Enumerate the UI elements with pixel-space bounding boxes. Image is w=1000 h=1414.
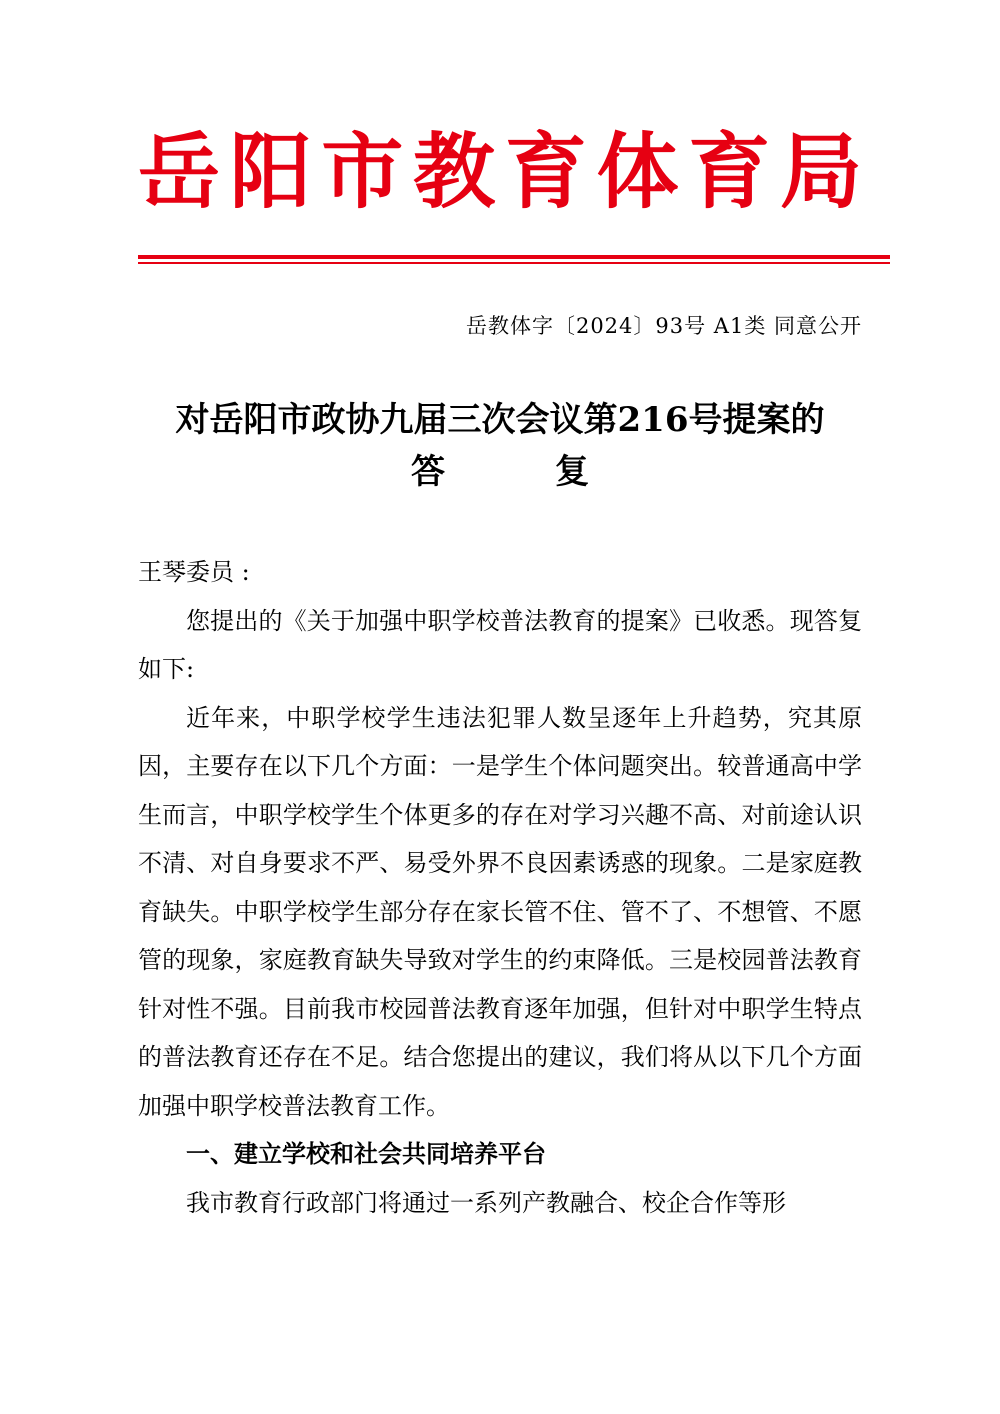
body-paragraph: 您提出的《关于加强中职学校普法教育的提案》已收悉。现答复如下: [138,606,862,683]
salutation: 王琴委员 : [138,558,250,586]
red-divider-thin [138,262,890,264]
document-title-line2: 答复 [411,452,699,492]
body-paragraph: 我市教育行政部门将通过一系列产教融合、校企合作等形 [186,1188,786,1217]
document-title-line1: 对岳阳市政协九届三次会议第216号提案的 [175,400,825,440]
body-paragraph: 近年来，中职学校学生违法犯罪人数呈逐年上升趋势，究其原因，主要存在以下几个方面：一是学生个体问题突出。较普通高中学生而言，中职学校学生个体更多的存在对学习兴趣不高、对前途认识不清、对自身要求不严、易受外界不良因素诱惑的现象。二是家庭教育缺失。中职学校学生部分存在家长管不住、管不了、不想管、不愿管的现象，家庭教育缺失导致对学生的约束降低。三是校园普法教育针对性不强。目前我市校园普法教育逐年加强，但针对中职学生特点的普法教育还存在不足。结合您提出的建议，我们将从以下几个方面加强中职学校普法教育工作。 [138,703,862,1120]
red-divider-thick [138,255,890,259]
issuer-masthead: 岳阳市教育体育局 [138,125,862,220]
section-heading: 一、建立学校和社会共同培养平台 [186,1140,546,1168]
document-number: 岳教体字〔2024〕93号 A1类 同意公开 [465,314,862,338]
document-body [138,548,862,1227]
